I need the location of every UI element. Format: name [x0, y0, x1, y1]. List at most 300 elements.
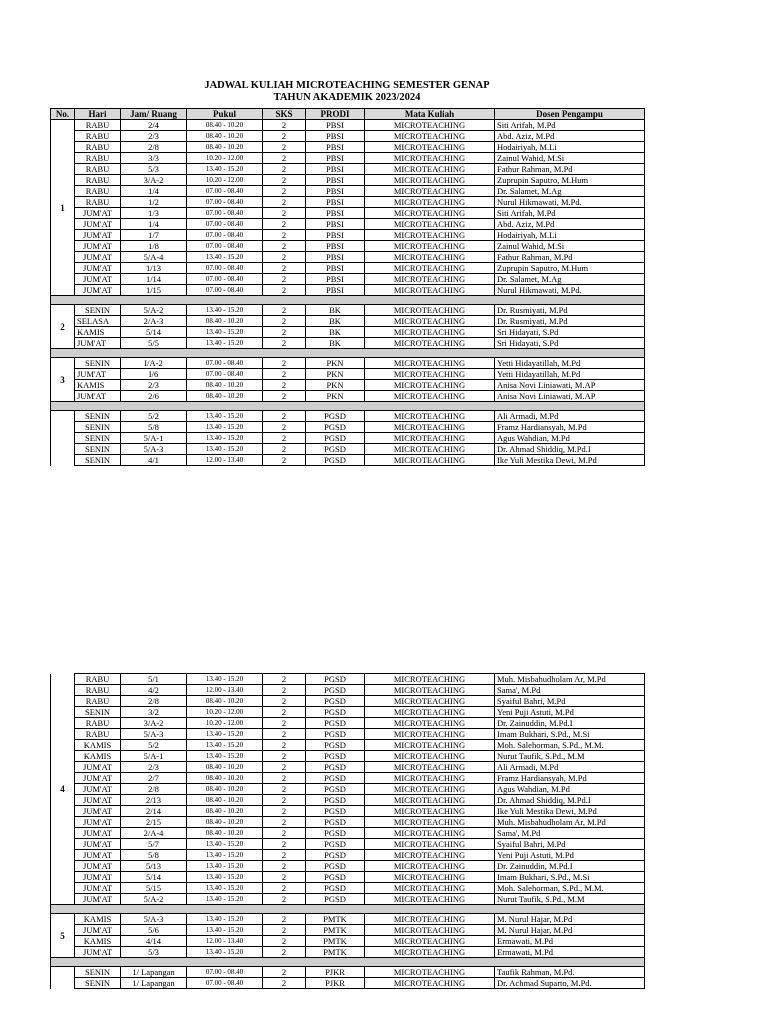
cell-hari: JUM'AT [75, 795, 121, 806]
cell-dosen: Framz Hardiansyah, M.Pd [495, 773, 645, 784]
cell-mata-kuliah: MICROTEACHING [365, 219, 495, 230]
cell-jam-ruang: 2/4 [121, 120, 187, 131]
cell-mata-kuliah: MICROTEACHING [365, 936, 495, 947]
cell-prodi: PGSD [306, 762, 365, 773]
cell-prodi: PGSD [306, 828, 365, 839]
cell-pukul: 12.00 - 13.40 [187, 455, 263, 466]
cell-jam-ruang: 5/15 [121, 883, 187, 894]
document-title [50, 80, 644, 104]
cell-mata-kuliah: MICROTEACHING [365, 338, 495, 349]
table-row [51, 305, 645, 316]
cell-mata-kuliah: MICROTEACHING [365, 305, 495, 316]
table-row [51, 947, 645, 958]
cell-pukul: 13.40 - 15.20 [187, 674, 263, 685]
cell-mata-kuliah: MICROTEACHING [365, 978, 495, 989]
cell-prodi: PGSD [306, 773, 365, 784]
cell-hari: RABU [75, 142, 121, 153]
cell-pukul: 13.40 - 15.20 [187, 947, 263, 958]
title-line-1: JADWAL KULIAH MICROTEACHING SEMESTER GENAP [204, 80, 490, 91]
cell-hari: JUM'AT [75, 850, 121, 861]
cell-mata-kuliah: MICROTEACHING [365, 914, 495, 925]
cell-sks: 2 [263, 685, 306, 696]
cell-jam-ruang: 5/A-2 [121, 894, 187, 905]
cell-jam-ruang: 3/3 [121, 153, 187, 164]
cell-hari: RABU [75, 131, 121, 142]
cell-hari: KAMIS [75, 914, 121, 925]
cell-prodi: PGSD [306, 696, 365, 707]
cell-dosen: Hodairiyah, M.Li [495, 142, 645, 153]
cell-pukul: 13.40 - 15.20 [187, 327, 263, 338]
cell-prodi: PBSI [306, 219, 365, 230]
cell-jam-ruang: 5/8 [121, 422, 187, 433]
cell-mata-kuliah: MICROTEACHING [365, 208, 495, 219]
cell-prodi: PGSD [306, 795, 365, 806]
cell-prodi: PGSD [306, 740, 365, 751]
cell-sks: 2 [263, 422, 306, 433]
cell-prodi: BK [306, 327, 365, 338]
cell-jam-ruang: 5/8 [121, 850, 187, 861]
cell-jam-ruang: 2/8 [121, 142, 187, 153]
cell-hari: JUM'AT [75, 828, 121, 839]
cell-prodi: PGSD [306, 674, 365, 685]
cell-dosen: Ali Armadi, M.Pd [495, 411, 645, 422]
header-prodi: PRODI [306, 109, 365, 120]
group-separator [51, 905, 645, 914]
cell-jam-ruang: 5/3 [121, 947, 187, 958]
cell-hari: JUM'AT [75, 839, 121, 850]
cell-sks: 2 [263, 773, 306, 784]
table-row [51, 316, 645, 327]
cell-jam-ruang: 2/3 [121, 380, 187, 391]
cell-prodi: PBSI [306, 153, 365, 164]
cell-sks: 2 [263, 327, 306, 338]
cell-mata-kuliah: MICROTEACHING [365, 674, 495, 685]
table-row [51, 197, 645, 208]
cell-prodi: PBSI [306, 230, 365, 241]
cell-hari: JUM'AT [75, 872, 121, 883]
cell-jam-ruang: 4/14 [121, 936, 187, 947]
cell-jam-ruang: I/A-2 [121, 358, 187, 369]
cell-pukul: 12.00 - 13.40 [187, 685, 263, 696]
cell-pukul: 08.40 - 10.20 [187, 762, 263, 773]
cell-dosen: Syaiful Bahri, M.Pd [495, 839, 645, 850]
cell-pukul: 08.40 - 10.20 [187, 391, 263, 402]
cell-prodi: PGSD [306, 806, 365, 817]
cell-pukul: 08.40 - 10.20 [187, 817, 263, 828]
table-row [51, 707, 645, 718]
cell-jam-ruang: 1/4 [121, 186, 187, 197]
cell-jam-ruang: 2/3 [121, 131, 187, 142]
cell-sks: 2 [263, 696, 306, 707]
header-sks: SKS [263, 109, 306, 120]
cell-sks: 2 [263, 186, 306, 197]
cell-hari: KAMIS [75, 327, 121, 338]
cell-prodi: PBSI [306, 274, 365, 285]
group-separator [51, 349, 645, 358]
cell-sks: 2 [263, 784, 306, 795]
cell-hari: SENIN [75, 444, 121, 455]
cell-dosen: M. Nurul Hajar, M.Pd [495, 925, 645, 936]
cell-pukul: 08.40 - 10.20 [187, 316, 263, 327]
cell-sks: 2 [263, 142, 306, 153]
cell-dosen: Nurut Taufik, S.Pd., M.M [495, 751, 645, 762]
cell-dosen: Muh. Misbahudholam Ar, M.Pd [495, 817, 645, 828]
cell-mata-kuliah: MICROTEACHING [365, 391, 495, 402]
cell-pukul: 12.00 - 13.40 [187, 936, 263, 947]
cell-sks: 2 [263, 358, 306, 369]
cell-pukul: 13.40 - 15.20 [187, 850, 263, 861]
cell-pukul: 07.00 - 08.40 [187, 197, 263, 208]
cell-mata-kuliah: MICROTEACHING [365, 784, 495, 795]
cell-sks: 2 [263, 872, 306, 883]
cell-jam-ruang: 2/A-4 [121, 828, 187, 839]
cell-sks: 2 [263, 153, 306, 164]
cell-mata-kuliah: MICROTEACHING [365, 153, 495, 164]
cell-dosen: Dr. Zainuddin, M.Pd.I [495, 718, 645, 729]
cell-hari: SENIN [75, 707, 121, 718]
cell-jam-ruang: 2/13 [121, 795, 187, 806]
cell-pukul: 10.20 - 12.00 [187, 718, 263, 729]
cell-sks: 2 [263, 391, 306, 402]
cell-mata-kuliah: MICROTEACHING [365, 142, 495, 153]
group-number: 4 [51, 674, 75, 905]
cell-pukul: 07.00 - 08.40 [187, 230, 263, 241]
cell-hari: JUM'AT [75, 784, 121, 795]
cell-hari: KAMIS [75, 380, 121, 391]
table-row [51, 773, 645, 784]
cell-jam-ruang: 1/7 [121, 230, 187, 241]
cell-mata-kuliah: MICROTEACHING [365, 358, 495, 369]
cell-jam-ruang: 5/2 [121, 740, 187, 751]
cell-sks: 2 [263, 839, 306, 850]
cell-sks: 2 [263, 305, 306, 316]
cell-mata-kuliah: MICROTEACHING [365, 861, 495, 872]
cell-sks: 2 [263, 914, 306, 925]
cell-pukul: 13.40 - 15.20 [187, 894, 263, 905]
cell-jam-ruang: 5/13 [121, 861, 187, 872]
cell-prodi: PGSD [306, 422, 365, 433]
cell-mata-kuliah: MICROTEACHING [365, 285, 495, 296]
cell-sks: 2 [263, 947, 306, 958]
cell-prodi: PKN [306, 380, 365, 391]
cell-mata-kuliah: MICROTEACHING [365, 274, 495, 285]
cell-sks: 2 [263, 263, 306, 274]
table-row [51, 369, 645, 380]
table-row [51, 241, 645, 252]
table-row [51, 153, 645, 164]
cell-dosen: Zainul Wahid, M.Si [495, 153, 645, 164]
cell-dosen: Ermawati, M.Pd [495, 936, 645, 947]
cell-dosen: Ali Armadi, M.Pd [495, 762, 645, 773]
cell-mata-kuliah: MICROTEACHING [365, 175, 495, 186]
cell-pukul: 07.00 - 08.40 [187, 967, 263, 978]
cell-pukul: 13.40 - 15.20 [187, 751, 263, 762]
group-separator [51, 958, 645, 967]
header-jam-ruang: Jam/ Ruang [121, 109, 187, 120]
cell-pukul: 13.40 - 15.20 [187, 861, 263, 872]
table-row [51, 967, 645, 978]
cell-mata-kuliah: MICROTEACHING [365, 850, 495, 861]
cell-dosen: Dr. Salamet, M.Ag [495, 274, 645, 285]
cell-dosen: Yetti Hidayatillah, M.Pd [495, 358, 645, 369]
cell-pukul: 07.00 - 08.40 [187, 358, 263, 369]
cell-dosen: Hodairiyah, M.Li [495, 230, 645, 241]
cell-sks: 2 [263, 817, 306, 828]
cell-hari: RABU [75, 153, 121, 164]
table-row [51, 914, 645, 925]
group-number [51, 411, 75, 466]
cell-hari: JUM'AT [75, 883, 121, 894]
cell-prodi: PJKR [306, 978, 365, 989]
cell-sks: 2 [263, 925, 306, 936]
table-row [51, 925, 645, 936]
cell-hari: JUM'AT [75, 861, 121, 872]
table-row [51, 444, 645, 455]
cell-hari: KAMIS [75, 936, 121, 947]
cell-hari: RABU [75, 197, 121, 208]
cell-sks: 2 [263, 252, 306, 263]
cell-hari: RABU [75, 674, 121, 685]
cell-pukul: 08.40 - 10.20 [187, 696, 263, 707]
cell-hari: RABU [75, 685, 121, 696]
cell-prodi: PGSD [306, 729, 365, 740]
cell-dosen: Sama', M.Pd [495, 828, 645, 839]
cell-sks: 2 [263, 380, 306, 391]
cell-mata-kuliah: MICROTEACHING [365, 718, 495, 729]
cell-sks: 2 [263, 197, 306, 208]
cell-mata-kuliah: MICROTEACHING [365, 197, 495, 208]
cell-sks: 2 [263, 883, 306, 894]
schedule-table-page-2 [50, 673, 645, 989]
cell-dosen: Dr. Achmad Suparto, M.Pd. [495, 978, 645, 989]
cell-jam-ruang: 5/7 [121, 839, 187, 850]
cell-dosen: Yeni Puji Astuti, M.Pd [495, 850, 645, 861]
table-row [51, 186, 645, 197]
cell-hari: JUM'AT [75, 263, 121, 274]
cell-pukul: 13.40 - 15.20 [187, 839, 263, 850]
cell-dosen: Siti Arifah, M.Pd [495, 208, 645, 219]
cell-sks: 2 [263, 444, 306, 455]
cell-dosen: Sri Hidayati, S.Pd [495, 338, 645, 349]
cell-dosen: Dr. Salamet, M.Ag [495, 186, 645, 197]
table-row [51, 338, 645, 349]
cell-jam-ruang: 5/A-1 [121, 751, 187, 762]
cell-hari: SENIN [75, 433, 121, 444]
table-row [51, 729, 645, 740]
cell-dosen: Siti Arifah, M.Pd [495, 120, 645, 131]
cell-mata-kuliah: MICROTEACHING [365, 444, 495, 455]
cell-dosen: Zuprupin Saputro, M.Hum [495, 175, 645, 186]
table-row [51, 718, 645, 729]
cell-jam-ruang: 2/7 [121, 773, 187, 784]
cell-dosen: Yeni Puji Astuti, M.Pd [495, 707, 645, 718]
cell-sks: 2 [263, 411, 306, 422]
cell-prodi: PGSD [306, 411, 365, 422]
cell-prodi: PMTK [306, 947, 365, 958]
cell-prodi: PBSI [306, 164, 365, 175]
header-pukul: Pukul [187, 109, 263, 120]
cell-pukul: 08.40 - 10.20 [187, 131, 263, 142]
cell-pukul: 07.00 - 08.40 [187, 274, 263, 285]
cell-hari: RABU [75, 718, 121, 729]
cell-hari: SENIN [75, 978, 121, 989]
table-row [51, 455, 645, 466]
cell-jam-ruang: 5/A-1 [121, 433, 187, 444]
table-row [51, 164, 645, 175]
cell-jam-ruang: 1/14 [121, 274, 187, 285]
cell-pukul: 13.40 - 15.20 [187, 422, 263, 433]
table-row [51, 978, 645, 989]
cell-sks: 2 [263, 208, 306, 219]
cell-sks: 2 [263, 861, 306, 872]
cell-pukul: 13.40 - 15.20 [187, 914, 263, 925]
cell-jam-ruang: 5/A-3 [121, 444, 187, 455]
cell-pukul: 13.40 - 15.20 [187, 411, 263, 422]
cell-hari: JUM'AT [75, 925, 121, 936]
cell-pukul: 10.20 - 12.00 [187, 175, 263, 186]
cell-sks: 2 [263, 219, 306, 230]
cell-prodi: PKN [306, 391, 365, 402]
cell-mata-kuliah: MICROTEACHING [365, 422, 495, 433]
cell-hari: JUM'AT [75, 817, 121, 828]
cell-prodi: PGSD [306, 444, 365, 455]
cell-dosen: Abd. Aziz, M.Pd [495, 131, 645, 142]
cell-hari: SENIN [75, 455, 121, 466]
cell-dosen: Dr. Ahmad Shiddiq, M.Pd.I [495, 444, 645, 455]
cell-dosen: Nurul Hikmawati, M.Pd. [495, 197, 645, 208]
separator-cell [51, 905, 645, 914]
cell-prodi: PBSI [306, 142, 365, 153]
group-separator [51, 296, 645, 305]
cell-dosen: Zuprupin Saputro, M.Hum [495, 263, 645, 274]
table-row [51, 740, 645, 751]
cell-dosen: Muh. Misbahudholam Ar, M.Pd [495, 674, 645, 685]
cell-dosen: Taufik Rahman, M.Pd. [495, 967, 645, 978]
cell-mata-kuliah: MICROTEACHING [365, 230, 495, 241]
table-row [51, 685, 645, 696]
cell-mata-kuliah: MICROTEACHING [365, 433, 495, 444]
cell-prodi: PBSI [306, 241, 365, 252]
cell-mata-kuliah: MICROTEACHING [365, 883, 495, 894]
cell-jam-ruang: 2/14 [121, 806, 187, 817]
separator-cell [51, 958, 645, 967]
cell-prodi: PJKR [306, 967, 365, 978]
cell-sks: 2 [263, 936, 306, 947]
table-row [51, 850, 645, 861]
cell-hari: JUM'AT [75, 806, 121, 817]
cell-prodi: PGSD [306, 850, 365, 861]
cell-pukul: 08.40 - 10.20 [187, 380, 263, 391]
table-row [51, 433, 645, 444]
cell-sks: 2 [263, 762, 306, 773]
cell-pukul: 13.40 - 15.20 [187, 729, 263, 740]
cell-hari: SENIN [75, 967, 121, 978]
cell-mata-kuliah: MICROTEACHING [365, 894, 495, 905]
cell-mata-kuliah: MICROTEACHING [365, 186, 495, 197]
cell-prodi: PGSD [306, 839, 365, 850]
cell-sks: 2 [263, 707, 306, 718]
cell-prodi: PGSD [306, 894, 365, 905]
cell-sks: 2 [263, 806, 306, 817]
cell-jam-ruang: 1/13 [121, 263, 187, 274]
group-separator [51, 402, 645, 411]
cell-dosen: Moh. Salehorman, S.Pd., M.M. [495, 740, 645, 751]
cell-prodi: PGSD [306, 861, 365, 872]
cell-dosen: Moh. Salehorman, S.Pd., M.M. [495, 883, 645, 894]
cell-mata-kuliah: MICROTEACHING [365, 817, 495, 828]
table-row [51, 696, 645, 707]
table-row [51, 795, 645, 806]
cell-dosen: Imam Bukhari, S.Pd., M.Si [495, 872, 645, 883]
cell-jam-ruang: 1/ Lapangan [121, 978, 187, 989]
table-header-row [51, 109, 645, 120]
cell-jam-ruang: 1/2 [121, 197, 187, 208]
table-row [51, 861, 645, 872]
cell-hari: SENIN [75, 422, 121, 433]
cell-jam-ruang: 5/5 [121, 338, 187, 349]
schedule-table-page-1 [50, 108, 645, 466]
table-row [51, 131, 645, 142]
cell-mata-kuliah: MICROTEACHING [365, 455, 495, 466]
table-row [51, 219, 645, 230]
cell-pukul: 07.00 - 08.40 [187, 285, 263, 296]
cell-sks: 2 [263, 795, 306, 806]
table-row [51, 806, 645, 817]
table-row [51, 208, 645, 219]
cell-pukul: 07.00 - 08.40 [187, 978, 263, 989]
cell-pukul: 07.00 - 08.40 [187, 263, 263, 274]
cell-jam-ruang: 5/3 [121, 164, 187, 175]
cell-pukul: 07.00 - 08.40 [187, 186, 263, 197]
cell-mata-kuliah: MICROTEACHING [365, 241, 495, 252]
cell-sks: 2 [263, 967, 306, 978]
cell-hari: SENIN [75, 358, 121, 369]
cell-hari: SELASA [75, 316, 121, 327]
cell-hari: JUM'AT [75, 219, 121, 230]
cell-dosen: Yetti Hidayatillah, M.Pd [495, 369, 645, 380]
cell-jam-ruang: 1/ Lapangan [121, 967, 187, 978]
cell-prodi: PBSI [306, 131, 365, 142]
table-row [51, 872, 645, 883]
cell-prodi: PBSI [306, 285, 365, 296]
cell-dosen: Agus Wahdian, M.Pd [495, 433, 645, 444]
cell-sks: 2 [263, 978, 306, 989]
cell-hari: RABU [75, 175, 121, 186]
cell-hari: RABU [75, 696, 121, 707]
table-row [51, 894, 645, 905]
cell-prodi: PGSD [306, 455, 365, 466]
title-line-2: TAHUN AKADEMIK 2023/2024 [273, 92, 421, 103]
table-row [51, 674, 645, 685]
cell-dosen: Ermawati, M.Pd [495, 947, 645, 958]
cell-sks: 2 [263, 274, 306, 285]
cell-pukul: 13.40 - 15.20 [187, 883, 263, 894]
table-row [51, 274, 645, 285]
cell-hari: JUM'AT [75, 762, 121, 773]
cell-jam-ruang: 5/A-4 [121, 252, 187, 263]
cell-sks: 2 [263, 369, 306, 380]
cell-dosen: Framz Hardiansyah, M.Pd [495, 422, 645, 433]
cell-prodi: PGSD [306, 883, 365, 894]
cell-mata-kuliah: MICROTEACHING [365, 164, 495, 175]
cell-hari: JUM'AT [75, 894, 121, 905]
cell-pukul: 13.40 - 15.20 [187, 433, 263, 444]
cell-prodi: PGSD [306, 718, 365, 729]
cell-hari: JUM'AT [75, 274, 121, 285]
cell-dosen: Anisa Novi Liniawati, M.AP [495, 380, 645, 391]
cell-pukul: 07.00 - 08.40 [187, 219, 263, 230]
cell-jam-ruang: 1/4 [121, 219, 187, 230]
